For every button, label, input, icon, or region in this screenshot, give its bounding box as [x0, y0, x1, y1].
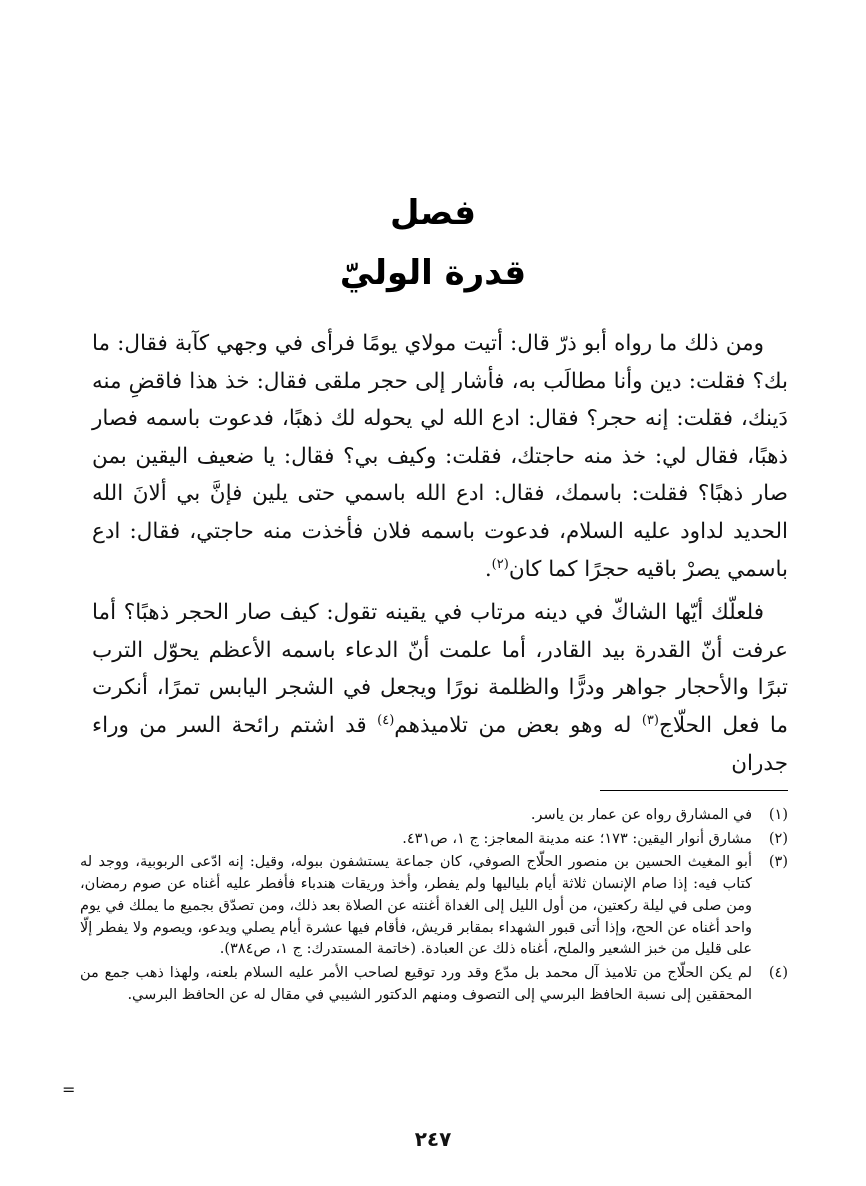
footnote-text: لم يكن الحلّاج من تلاميذ آل محمد بل مدّع وقد ورد توقيع لصاحب الأمر عليه السلام بلعنه، ولهذا ذهب جمع من المحققين إلى نسبة الحافظ البرسي إلى التصوف ومنهم الدكتور الشيبي في مقال له عن الحافظ البرسي. [80, 964, 752, 1003]
footnote-number: (١) [768, 807, 788, 823]
footnote-separator [600, 790, 788, 791]
paragraph-1 [92, 325, 788, 588]
footnote-ref-3[interactable]: (٣) [641, 712, 659, 728]
footnotes [80, 805, 788, 1008]
footnote-item [80, 805, 788, 827]
footnote-item [80, 852, 788, 961]
footnote-item [80, 963, 788, 1006]
continuation-mark: = [62, 1080, 76, 1099]
footnote-text: في المشارق رواه عن عمار بن ياسر. [530, 807, 752, 823]
footnote-text: مشارق أنوار اليقين: ١٧٣؛ عنه مدينة المعاجز: ج ١، ص٤٣١. [402, 830, 752, 847]
section-heading: فصل [389, 193, 477, 233]
main-text [92, 325, 788, 786]
footnote-ref-4[interactable]: (٤) [377, 712, 395, 728]
footnote-item [80, 829, 788, 851]
chapter-title: قدرة الوليّ [339, 253, 527, 293]
paragraph-2 [92, 594, 788, 782]
footnote-text: أبو المغيث الحسين بن منصور الحلّاج الصوفي، كان جماعة يستشفون ببوله، وقيل: إنه ادّعى الربوبية، ووجد له كتاب فيه: إذا صام الإنسان ثلاثة أيام بلياليها ولم يفطر، وأخذ وريقات هندباء فأفطر عليه أغناه عن صوم رمضان، ومن صلى في ليلة ركعتين، من أول الليل إلى الغداة أغنته عن الصلاة بعد ذلك، ومن تصدّق بجميع ما يملك في يوم واحد أغناه عن الحج، وإذا أتى قبور الشهداء بمقابر قريش، فأقام فيها عشرة أيام يصلي ويدعو، ويصوم ولا يفطر إلّا على قليل من خبز الشعير والملح، أغناه ذلك عن العبادة. (خاتمة المستدرك: ج ١، ص٣٨٤). [80, 854, 752, 958]
paragraph-1-text: ومن ذلك ما رواه أبو ذرّ قال: أتيت مولاي يومًا فرأى في وجهي كآبة فقال: ما بك؟ فقلت: دين وأنا مطالَب به، فأشار إلى حجر ملقى فقال: خذ هذا فاقضِ منه دَينك، فقلت: إنه حجر؟ فقال: ادع الله لي يحوله لك ذهبًا، فدعوت باسمه فصار ذهبًا، فقال لي: خذ منه حاجتك، فقلت: وكيف بي؟ فقال: يا ضعيف اليقين بمن صار ذهبًا؟ فقلت: باسمك، فقال: ادع الله باسمي حتى يلين فإنَّ بي ألانَ الله الحديد لداود عليه السلام، فدعوت باسمه فلان فأخذت منه حاجتي، فقال: ادع باسمي يصرْ باقيه حجرًا كما كان [92, 331, 788, 582]
footnote-number: (٤) [768, 964, 788, 981]
paragraph-1-end: . [484, 556, 492, 582]
paragraph-2-text-a: فلعلّك أيّها الشاكّ في دينه مرتاب في يقينه تقول: كيف صار الحجر ذهبًا؟ أما عرفت أنّ القدرة بيد القادر، أما علمت أنّ الدعاء باسمه الأعظم يحوّل الترب تبرًا والأحجار جواهر ودرًّا والظلمة نورًا ويجعل في الشجر اليابس تمرًا، أنكرت ما فعل الحلّاج [92, 600, 788, 738]
paragraph-2-text-c: قد اشتم رائحة السر من وراء جدران [92, 712, 788, 776]
paragraph-2-text-b: له وهو بعض من تلاميذهم [394, 712, 642, 738]
footnote-ref-2[interactable]: (٢) [491, 556, 509, 572]
footnote-number: (٢) [768, 830, 788, 847]
footnote-number: (٣) [768, 854, 788, 871]
page-number: ٢٤٧ [414, 1127, 452, 1151]
